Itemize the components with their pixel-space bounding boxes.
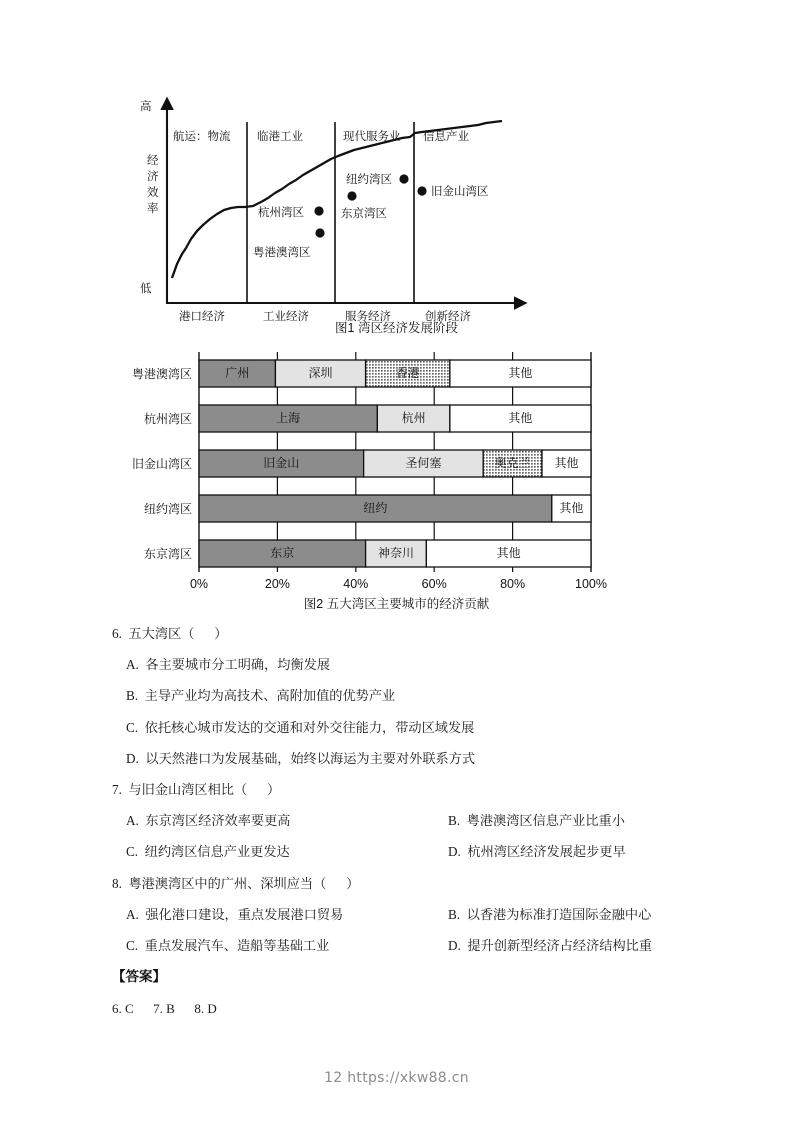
- question-option[interactable]: B. 以香港为标准打造国际金融中心: [448, 906, 652, 922]
- svg-text:济: 济: [147, 171, 159, 183]
- bar-segment-label: 其他: [496, 546, 521, 561]
- question-option[interactable]: D. 以天然港口为发展基础，始终以海运为主要对外联系方式: [126, 750, 476, 766]
- question-option[interactable]: C. 依托核心城市发达的交通和对外交往能力，带动区域发展: [126, 719, 475, 735]
- development-curve: [172, 121, 502, 278]
- question-option[interactable]: A. 东京湾区经济效率要更高: [126, 813, 291, 829]
- datapoint-label-new-york: 纽约湾区: [346, 174, 392, 186]
- question-option[interactable]: A. 强化港口建设，重点发展港口贸易: [126, 906, 344, 922]
- bar-segment-label: 杭州: [401, 411, 426, 426]
- bar-segment-label: 香港: [395, 366, 420, 381]
- page-footer: 12 https://xkw88.cn: [324, 1070, 469, 1086]
- x-tick-label-0: 港口经济: [179, 311, 225, 323]
- svg-text:效: 效: [147, 187, 159, 199]
- datapoint-hangzhou: [314, 206, 323, 215]
- datapoint-san-francisco: [417, 186, 426, 195]
- question-option-row: [112, 836, 712, 867]
- question-option-row: [112, 899, 712, 930]
- figure-1-caption: 图1 湾区经济发展阶段: [335, 321, 458, 335]
- bar-segment-label: 上海: [276, 411, 301, 426]
- datapoint-new-york: [399, 174, 408, 183]
- figure-1-line-chart: [120, 92, 540, 344]
- bar-category-label: 东京湾区: [143, 547, 192, 561]
- question-option[interactable]: C. 纽约湾区信息产业更发达: [126, 844, 290, 860]
- x-tick-label-3: 创新经济: [425, 311, 471, 323]
- datapoint-label-tokyo: 东京湾区: [341, 208, 387, 220]
- bar-segment-label: 广州: [225, 366, 250, 381]
- bar-category-label: 旧金山湾区: [131, 457, 192, 471]
- x-axis-tick-label: 0%: [189, 577, 209, 591]
- datapoint-label-hangzhou: 杭州湾区: [258, 207, 304, 219]
- figure-2-svg: [120, 352, 620, 592]
- question-option[interactable]: D. 提升创新型经济占经济结构比重: [448, 938, 653, 954]
- bar-segment-label: 旧金山: [263, 456, 300, 471]
- figure-1-svg: [120, 92, 540, 344]
- answer-line: 6. C 7. B 8. D: [112, 1001, 217, 1016]
- x-tick-label-1: 工业经济: [263, 311, 309, 323]
- bar-category-label: 杭州湾区: [143, 412, 192, 426]
- question-option-row: [112, 805, 712, 836]
- x-tick-label-2: 服务经济: [345, 311, 391, 323]
- stage-label-1: 临港工业: [257, 131, 303, 143]
- bar-segment-label: 其他: [508, 366, 533, 381]
- svg-text:经: 经: [147, 155, 159, 167]
- figure-2-caption: 图2 五大湾区主要城市的经济贡献: [303, 597, 490, 611]
- svg-text:率: 率: [147, 203, 159, 215]
- x-axis-tick-label: 60%: [421, 577, 447, 591]
- datapoint-tokyo: [347, 191, 356, 200]
- datapoint-label-guangdong-hk-macao: 粤港澳湾区: [253, 247, 311, 259]
- answer-heading: 【答案】: [112, 969, 166, 984]
- stage-label-0: 航运：物流: [173, 131, 231, 143]
- datapoint-label-san-francisco: 旧金山湾区: [431, 186, 489, 198]
- x-axis-tick-label: 20%: [264, 577, 290, 591]
- bar-category-label: 粤港澳湾区: [131, 367, 192, 381]
- bar-segment-label: 奥克兰: [494, 456, 531, 471]
- question-option[interactable]: D. 杭州湾区经济发展起步更早: [448, 844, 626, 860]
- question-stem: 7. 与旧金山湾区相比（ ）: [112, 782, 281, 798]
- y-top-label: 高: [140, 101, 152, 113]
- bar-segment-label: 纽约: [363, 501, 388, 516]
- question-option[interactable]: B. 主导产业均为高技术、高附加值的优势产业: [126, 688, 396, 704]
- bar-category-label: 纽约湾区: [143, 502, 192, 516]
- question-stem: 8. 粤港澳湾区中的广州、深圳应当（ ）: [112, 875, 360, 891]
- question-option[interactable]: B. 粤港澳湾区信息产业比重小: [448, 813, 625, 829]
- question-stem: 6. 五大湾区（ ）: [112, 626, 228, 641]
- questions-container: [112, 618, 712, 961]
- stage-label-3: 信息产业: [423, 131, 469, 143]
- bar-segment-label: 其他: [559, 501, 584, 516]
- bar-segment-label: 其他: [554, 456, 579, 471]
- bar-segment-label: 深圳: [308, 366, 333, 381]
- bar-segment-label: 其他: [508, 411, 533, 426]
- y-axis-title: [147, 154, 159, 215]
- x-axis-tick-label: 80%: [500, 577, 526, 591]
- bar-segment-label: 神奈川: [377, 546, 414, 561]
- bar-segment-label: 圣何塞: [405, 456, 442, 471]
- answer-block: [112, 965, 712, 1017]
- question-option[interactable]: C. 重点发展汽车、造船等基础工业: [126, 938, 330, 954]
- stage-label-2: 现代服务业: [343, 131, 401, 143]
- y-bottom-label: 低: [140, 283, 152, 295]
- figure-2-bar-chart: [120, 352, 620, 592]
- bar-segment-label: 东京: [270, 546, 295, 561]
- x-axis-tick-label: 100%: [575, 577, 607, 591]
- x-axis-tick-label: 40%: [343, 577, 369, 591]
- question-option[interactable]: A. 各主要城市分工明确，均衡发展: [126, 657, 331, 673]
- question-option-row: [112, 930, 712, 961]
- datapoint-guangdong-hk-macao: [315, 228, 324, 237]
